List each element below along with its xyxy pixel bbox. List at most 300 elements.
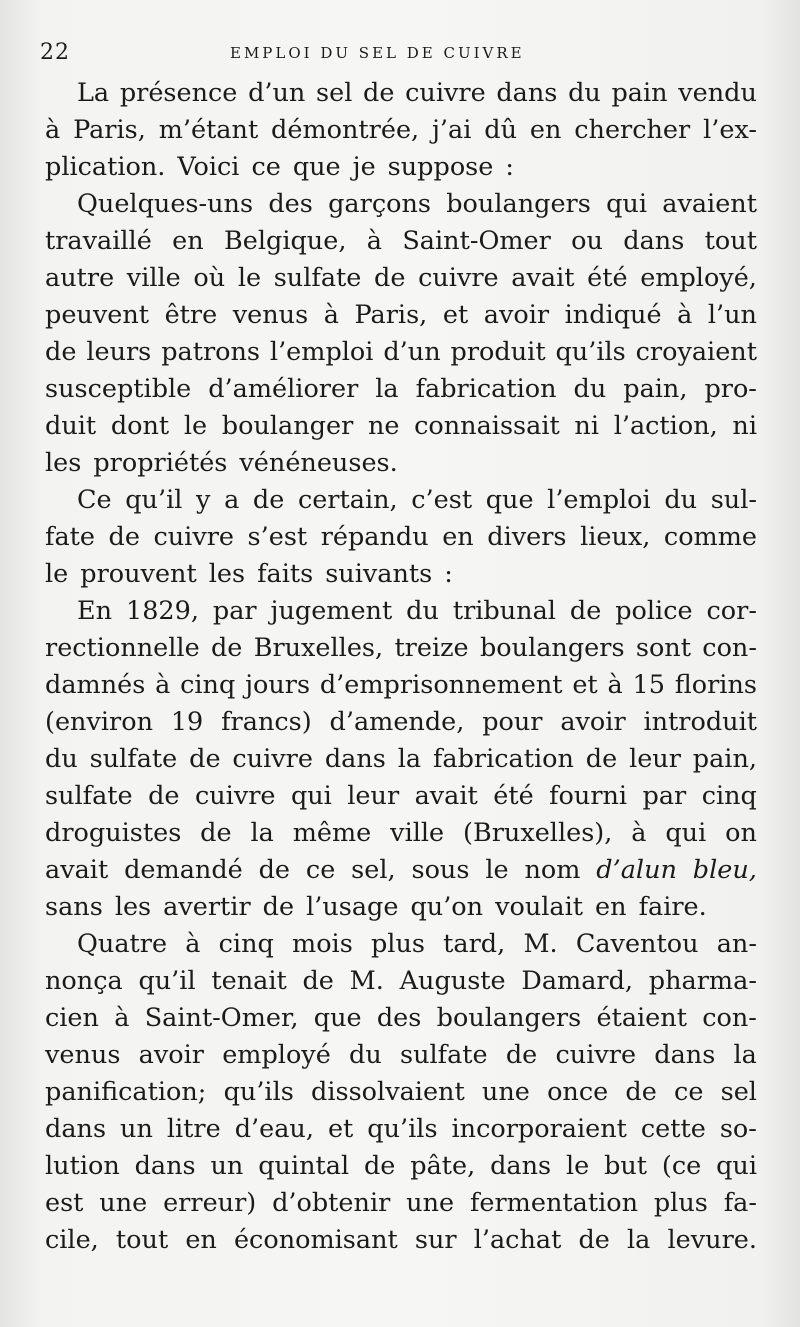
- word: sont: [635, 633, 691, 663]
- word: faits: [257, 559, 314, 589]
- word: en: [172, 226, 204, 256]
- word: cuivre: [555, 1040, 637, 1070]
- text-line: [45, 408, 757, 445]
- word: à: [366, 226, 382, 256]
- word: but: [604, 1151, 648, 1181]
- text-line: [45, 482, 757, 519]
- word: pain: [611, 78, 668, 108]
- word: pharma-: [648, 966, 757, 996]
- word: dans: [134, 1151, 196, 1181]
- word: la: [397, 744, 422, 774]
- word: sous: [411, 855, 470, 885]
- word: En: [77, 596, 113, 626]
- word: du: [45, 744, 78, 774]
- word: sans: [45, 892, 103, 922]
- word: fourni: [549, 781, 628, 811]
- word: tard,: [443, 929, 506, 959]
- word: Damard,: [521, 966, 634, 996]
- word: le: [565, 1151, 590, 1181]
- word: con-: [702, 633, 757, 663]
- word: cinq: [701, 781, 757, 811]
- word: bleu,: [692, 855, 757, 885]
- text-line: [45, 149, 757, 186]
- word: à: [323, 300, 339, 330]
- word: voulait: [495, 892, 584, 922]
- word: une: [99, 1188, 148, 1218]
- word: de: [505, 1040, 538, 1070]
- word: suivants: [325, 559, 433, 589]
- word: comme: [663, 522, 757, 552]
- word: que: [313, 1003, 362, 1033]
- word: suppose: [387, 152, 494, 182]
- word: de: [258, 855, 291, 885]
- word: Ce: [77, 485, 112, 515]
- word: Quatre: [77, 929, 168, 959]
- word: jours: [245, 670, 311, 700]
- text-line: [45, 815, 757, 852]
- word: avertir: [163, 892, 251, 922]
- word: Belgique,: [224, 226, 347, 256]
- text-line: [45, 186, 757, 223]
- word: tout: [704, 226, 757, 256]
- word: c’est: [411, 485, 473, 515]
- word: con-: [702, 1003, 757, 1033]
- word: tribunal: [452, 596, 556, 626]
- word: par: [642, 781, 687, 811]
- word: ce: [251, 152, 281, 182]
- word: les: [45, 448, 82, 478]
- word: qu’ils: [555, 337, 626, 367]
- word: leur: [347, 781, 400, 811]
- word: ne: [367, 411, 400, 441]
- word: pain,: [623, 374, 688, 404]
- word: l’action,: [613, 411, 718, 441]
- word: fa-: [723, 1188, 757, 1218]
- word: vénéneuses.: [239, 448, 398, 478]
- word: cuivre: [418, 263, 499, 293]
- word: 15: [632, 670, 665, 700]
- word: est: [45, 1188, 84, 1218]
- word: mois: [292, 929, 353, 959]
- word: boulangers: [446, 189, 591, 219]
- word: je: [352, 152, 376, 182]
- word: en: [595, 892, 627, 922]
- word: ni: [574, 411, 600, 441]
- text-line: [45, 371, 757, 408]
- word: vendu: [678, 78, 757, 108]
- word: les: [114, 892, 152, 922]
- word: de: [374, 263, 406, 293]
- word: et: [327, 1114, 354, 1144]
- word: cette: [640, 1114, 706, 1144]
- word: une: [481, 1077, 530, 1107]
- word: ville: [390, 818, 445, 848]
- word: sel: [720, 1077, 757, 1107]
- text-line: [45, 1148, 757, 1185]
- word: La: [77, 78, 110, 108]
- word: pain,: [692, 744, 757, 774]
- word: m’étant: [158, 115, 259, 145]
- word: qu’on: [410, 892, 484, 922]
- text-line: [45, 1111, 757, 1148]
- word: chercher: [574, 115, 691, 145]
- word: été: [493, 781, 534, 811]
- word: produit: [450, 337, 546, 367]
- word: démontrée,: [271, 115, 420, 145]
- word: ville: [126, 263, 181, 293]
- word: leur: [629, 744, 681, 774]
- word: travaillé: [45, 226, 152, 256]
- word: faire.: [638, 892, 707, 922]
- word: 1829,: [125, 596, 199, 626]
- word: un: [120, 1114, 153, 1144]
- text-line: [45, 889, 757, 926]
- word: qu’il: [125, 485, 183, 515]
- word: du: [664, 485, 698, 515]
- word: Auguste: [399, 966, 506, 996]
- word: Voici: [177, 152, 240, 182]
- word: de: [262, 892, 295, 922]
- word: propriétés: [93, 448, 228, 478]
- word: connaissait: [414, 411, 560, 441]
- text-line: [45, 297, 757, 334]
- text-line: [45, 1222, 757, 1259]
- word: même: [292, 818, 372, 848]
- word: d’un: [248, 78, 306, 108]
- word: pour: [482, 707, 543, 737]
- word: par: [212, 596, 257, 626]
- text-line: [45, 75, 757, 112]
- word: d’obtenir: [272, 1188, 391, 1218]
- word: (ce: [661, 1151, 702, 1181]
- word: cien: [45, 1003, 99, 1033]
- text-line: [45, 1037, 757, 1074]
- word: certain,: [297, 485, 398, 515]
- word: de: [148, 781, 180, 811]
- word: dissolvaient: [311, 1077, 465, 1107]
- word: police: [615, 596, 693, 626]
- word: qui: [606, 189, 647, 219]
- word: de: [200, 818, 232, 848]
- word: qu’ils: [367, 1114, 438, 1144]
- word: erreur): [163, 1188, 257, 1218]
- word: présence: [119, 78, 238, 108]
- word: du: [349, 1040, 382, 1070]
- word: an-: [716, 929, 757, 959]
- word: des: [268, 189, 313, 219]
- word: damnés: [45, 670, 146, 700]
- word: avoir: [560, 707, 626, 737]
- text-line: [45, 1000, 757, 1037]
- text-line: [45, 741, 757, 778]
- word: cuivre: [232, 744, 313, 774]
- word: cinq: [180, 670, 236, 700]
- word: Saint-Omer,: [144, 1003, 299, 1033]
- word: fabrication: [432, 744, 574, 774]
- text-line: [45, 963, 757, 1000]
- word: dans: [45, 1114, 107, 1144]
- word: dans: [490, 1151, 552, 1181]
- text-line: [45, 593, 757, 630]
- word: j’ai: [432, 115, 472, 145]
- word: l’emploi: [547, 485, 651, 515]
- word: qu’il: [138, 966, 196, 996]
- text-line: [45, 445, 757, 482]
- word: y: [196, 485, 211, 515]
- word: Quelques-uns: [77, 189, 254, 219]
- word: fate: [45, 522, 95, 552]
- word: patrons: [161, 337, 261, 367]
- text-line: [45, 556, 757, 593]
- word: so-: [719, 1114, 757, 1144]
- word: Saint-Omer: [402, 226, 551, 256]
- word: cile,: [45, 1225, 99, 1255]
- word: ce: [674, 1077, 704, 1107]
- word: duit: [45, 411, 97, 441]
- word: dans: [324, 744, 386, 774]
- word: dans: [623, 226, 685, 256]
- word: ou: [571, 226, 603, 256]
- word: de: [108, 522, 140, 552]
- word: Paris,: [354, 300, 428, 330]
- word: cinq: [218, 929, 274, 959]
- word: de: [252, 485, 285, 515]
- text-line: [45, 223, 757, 260]
- word: d’alun: [596, 855, 677, 885]
- word: fabrication: [415, 374, 557, 404]
- word: ce: [305, 855, 336, 885]
- word: à: [155, 670, 171, 700]
- word: francs): [221, 707, 312, 737]
- word: treize: [394, 633, 469, 663]
- word: la: [733, 1040, 757, 1070]
- word: de: [210, 633, 243, 663]
- word: levure.: [667, 1225, 757, 1255]
- word: droguistes: [45, 818, 182, 848]
- word: dans: [496, 78, 558, 108]
- word: venus: [45, 1040, 121, 1070]
- text-line: [45, 112, 757, 149]
- word: lution: [45, 1151, 120, 1181]
- text-line: [45, 852, 757, 889]
- word: employé: [222, 1040, 331, 1070]
- word: de: [45, 337, 77, 367]
- word: sulfate: [45, 781, 133, 811]
- word: une: [406, 1188, 455, 1218]
- word: en: [442, 522, 474, 552]
- word: en: [185, 1225, 217, 1255]
- word: de: [578, 1225, 610, 1255]
- word: lieux,: [580, 522, 651, 552]
- word: (Bruxelles),: [463, 818, 613, 848]
- word: et: [572, 670, 598, 700]
- word: plus: [653, 1188, 708, 1218]
- word: étaient: [596, 1003, 687, 1033]
- word: tenait: [211, 966, 287, 996]
- text-line: [45, 260, 757, 297]
- word: sulfate: [399, 1040, 488, 1070]
- word: de: [302, 966, 334, 996]
- word: rectionnelle: [45, 633, 200, 663]
- word: once: [547, 1077, 609, 1107]
- word: d’emprisonnement: [319, 670, 563, 700]
- word: l’ex-: [703, 115, 757, 145]
- text-line: [45, 519, 757, 556]
- word: de: [569, 596, 602, 626]
- word: indiqué: [564, 300, 662, 330]
- word: à: [631, 818, 647, 848]
- word: de: [585, 744, 618, 774]
- word: sel,: [351, 855, 396, 885]
- word: venus: [232, 300, 309, 330]
- word: les: [208, 559, 246, 589]
- word: fermentation: [469, 1188, 638, 1218]
- word: Caventou: [575, 929, 699, 959]
- word: jugement: [270, 596, 393, 626]
- word: sul-: [710, 485, 757, 515]
- word: plus: [370, 929, 425, 959]
- word: Bruxelles,: [253, 633, 384, 663]
- word: d’un: [383, 337, 441, 367]
- word: nonça: [45, 966, 123, 996]
- word: de: [363, 78, 395, 108]
- word: l’emploi: [269, 337, 374, 367]
- word: économisant: [233, 1225, 398, 1255]
- word: été: [587, 263, 628, 293]
- word: on: [725, 818, 757, 848]
- word: et: [442, 300, 469, 330]
- word: :: [505, 152, 514, 182]
- word: introduit: [643, 707, 757, 737]
- word: où: [193, 263, 226, 293]
- word: avait: [45, 855, 109, 885]
- word: de: [363, 1151, 396, 1181]
- word: litre: [166, 1114, 221, 1144]
- word: dont: [110, 411, 170, 441]
- word: du: [573, 374, 607, 404]
- word: qui: [665, 818, 707, 848]
- word: tout: [115, 1225, 169, 1255]
- word: nom: [524, 855, 581, 885]
- word: (environ: [45, 707, 153, 737]
- text-line: [45, 704, 757, 741]
- word: M.: [349, 966, 384, 996]
- word: avaient: [662, 189, 757, 219]
- word: que: [485, 485, 534, 515]
- running-head: [40, 40, 760, 70]
- text-line: [45, 667, 757, 704]
- word: le: [183, 411, 208, 441]
- word: dû: [484, 115, 517, 145]
- word: le: [485, 855, 509, 885]
- word: incorporaient: [451, 1114, 627, 1144]
- text-line: [45, 1074, 757, 1111]
- word: avoir: [483, 300, 550, 330]
- text-line: [45, 778, 757, 815]
- word: à: [114, 1003, 130, 1033]
- word: Paris,: [73, 115, 146, 145]
- word: l’un: [707, 300, 757, 330]
- word: avait: [511, 263, 575, 293]
- word: qui: [290, 781, 332, 811]
- word: cuivre: [153, 522, 235, 552]
- word: à: [45, 115, 61, 145]
- word: l’usage: [306, 892, 399, 922]
- word: à: [185, 929, 201, 959]
- word: susceptible: [45, 374, 192, 404]
- text-line: [45, 926, 757, 963]
- word: l’achat: [473, 1225, 562, 1255]
- word: M.: [523, 929, 558, 959]
- word: la: [250, 818, 274, 848]
- word: à: [607, 670, 623, 700]
- word: garçons: [328, 189, 431, 219]
- word: leurs: [86, 337, 152, 367]
- running-title: EMPLOI DU SEL DE CUIVRE: [230, 44, 525, 62]
- text-line: [45, 334, 757, 371]
- word: boulangers: [479, 633, 625, 663]
- word: le: [45, 559, 69, 589]
- word: dans: [654, 1040, 716, 1070]
- word: d’améliorer: [208, 374, 359, 404]
- word: en: [529, 115, 562, 145]
- word: à: [677, 300, 693, 330]
- word: s’est: [247, 522, 308, 552]
- word: florins: [674, 670, 757, 700]
- word: demandé: [124, 855, 243, 885]
- word: sur: [414, 1225, 457, 1255]
- word: boulanger: [221, 411, 354, 441]
- word: sulfate: [273, 263, 362, 293]
- word: peuvent: [45, 300, 150, 330]
- word: avoir: [138, 1040, 204, 1070]
- word: qui: [716, 1151, 757, 1181]
- word: répandu: [320, 522, 429, 552]
- word: pro-: [704, 374, 757, 404]
- word: la: [627, 1225, 651, 1255]
- word: de: [625, 1077, 657, 1107]
- word: divers: [487, 522, 567, 552]
- text-line: [45, 630, 757, 667]
- word: pâte,: [410, 1151, 476, 1181]
- word: 19: [170, 707, 204, 737]
- word: des: [376, 1003, 422, 1033]
- word: employé,: [640, 263, 757, 293]
- word: qu’ils: [223, 1077, 294, 1107]
- body-text: [45, 75, 757, 1259]
- word: cuivre: [194, 781, 276, 811]
- word: autre: [45, 263, 115, 293]
- word: sel: [316, 78, 353, 108]
- word: la: [375, 374, 399, 404]
- word: cuivre: [405, 78, 486, 108]
- page-number: 22: [40, 40, 70, 65]
- word: avait: [414, 781, 478, 811]
- word: du: [568, 78, 601, 108]
- word: de: [189, 744, 221, 774]
- word: boulangers: [436, 1003, 582, 1033]
- word: panification;: [45, 1077, 207, 1107]
- word: être: [164, 300, 218, 330]
- word: d’eau,: [234, 1114, 314, 1144]
- word: d’amende,: [329, 707, 465, 737]
- word: du: [406, 596, 439, 626]
- word: sulfate: [89, 744, 178, 774]
- text-line: [45, 1185, 757, 1222]
- word: un: [210, 1151, 244, 1181]
- word: quintal: [258, 1151, 350, 1181]
- word: que: [292, 152, 341, 182]
